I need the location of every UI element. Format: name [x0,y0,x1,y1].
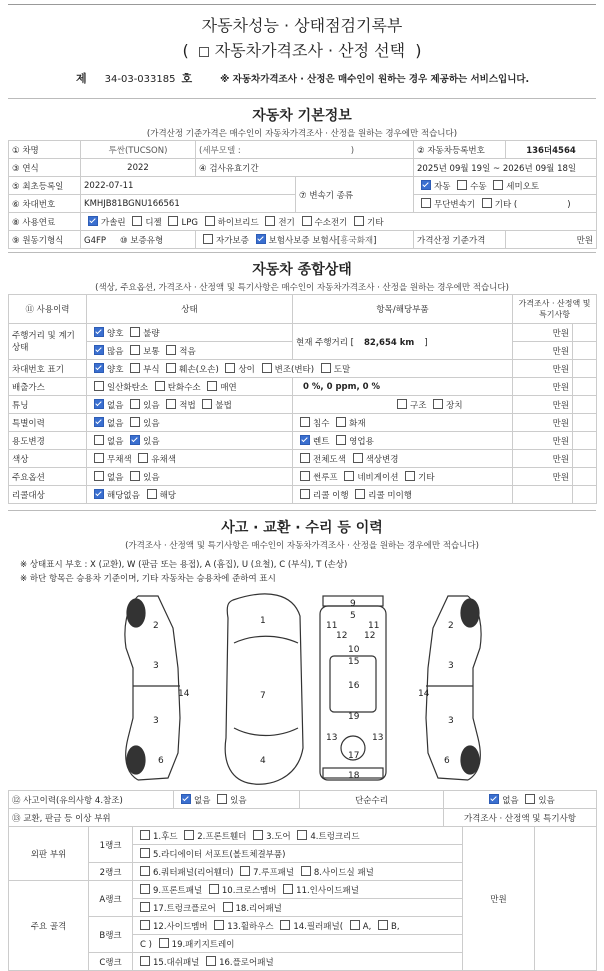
fuel-hybrid-checkbox[interactable] [205,216,215,226]
purpose-options-2: 렌트 영업용 [293,432,513,450]
option-navigation-checkbox[interactable] [344,471,354,481]
basic-info-subtitle: (가격산정 기준가격은 매수인이 자동차가격조사 · 산정을 원하는 경우에만 적습니다) [146,129,458,139]
trans-options-2: 무단변속기 기타 ( ) [414,195,597,213]
color-change-checkbox[interactable] [353,453,363,463]
document-number: 34-03-033185 [104,74,176,85]
rank2-items: 6.쿼터패널(리어휀더) 7.루프패널 8.사이드실 패널 [133,863,463,881]
car-name-label: ① 차명 [9,141,81,159]
part-front-fender-checkbox[interactable] [184,830,194,840]
trans-manual-checkbox[interactable] [457,180,467,190]
first-reg-label: ⑤ 최초등록일 [9,177,81,195]
recall-label: 리콜대상 [9,486,87,504]
svg-text:3: 3 [448,716,454,726]
svg-text:16: 16 [348,681,360,691]
left-side-body [138,596,180,780]
simple-yes-checkbox[interactable] [525,794,535,804]
recall-options-2: 리콜 이행 리콜 미이행 [293,486,513,504]
special-options: 없음 있음 [87,414,293,432]
document-number-line: 제 34-03-033185 호 ※ 자동차가격조사 · 산정은 매수인이 원하는 경우 제공하는 서비스입니다. [76,72,530,85]
legend-1: ※ 상태표시 부호 : X (교환), W (판금 또는 용접), A (흠집), U (요철), C (부식), T (손상) [20,560,348,570]
color-options: 무채색 유채색 [87,450,293,468]
svg-text:10: 10 [348,645,360,655]
rank2-label: 2랭크 [89,863,133,881]
emission-smoke-checkbox[interactable] [207,381,217,391]
recall-none-checkbox[interactable] [94,489,104,499]
purpose-business-checkbox[interactable] [336,435,346,445]
part-front-panel-checkbox[interactable] [140,884,150,894]
accident-subtitle: (가격조사 · 산정액 및 특기사항은 매수인이 자동차가격조사 · 산정을 원하는 경우에만 적습니다) [125,541,479,551]
year-label: ③ 연식 [9,159,81,177]
svg-text:18: 18 [348,771,360,781]
rankA-items: 9.프론트패널 10.크로스멤버 11.인사이드패널 [133,881,463,899]
reg-no-label: ② 자동차등록번호 [414,141,506,159]
rankB-items: 12.사이드멤버 13.휠하우스 14.필러패널( A, B, [133,917,463,935]
reg-no-value: 136더4564 [506,141,597,159]
special-yes-checkbox[interactable] [130,417,140,427]
option-none-checkbox[interactable] [94,471,104,481]
trans-semiauto-checkbox[interactable] [493,180,503,190]
svg-text:3: 3 [448,661,454,671]
fuel-other-checkbox[interactable] [354,216,364,226]
col-item: 항목/해당부품 [293,295,513,324]
base-price-unit: 만원 [506,231,597,249]
trans-auto-checkbox[interactable] [421,180,431,190]
tuning-structure-checkbox[interactable] [397,399,407,409]
plate-corrosion-checkbox[interactable] [130,363,140,373]
part-inside-panel-checkbox[interactable] [283,884,293,894]
svg-text:13: 13 [372,733,384,743]
fuel-label: ⑧ 사용연료 [9,213,81,231]
color-chromatic-checkbox[interactable] [138,453,148,463]
plate-painted-checkbox[interactable] [321,363,331,373]
svg-text:9: 9 [350,599,356,609]
svg-text:11: 11 [368,621,380,631]
svg-text:13: 13 [326,733,338,743]
simple-repair-options: 없음 있음 [444,791,597,809]
recall-done-checkbox[interactable] [300,489,310,499]
part-dash-panel-checkbox[interactable] [140,956,150,966]
history-yes-checkbox[interactable] [217,794,227,804]
svg-text:6: 6 [444,756,450,766]
engine-warranty: G4FP ⑩ 보증유형 [81,231,196,249]
inspect-value: 2025년 09월 19일 ~ 2026년 09월 18일 [414,159,597,177]
purpose-yes-checkbox[interactable] [130,435,140,445]
tuning-label: 튜닝 [9,396,87,414]
plate-label: 차대번호 표기 [9,360,87,378]
tuning-none-checkbox[interactable] [94,399,104,409]
basic-info-section [8,98,596,141]
rankC-items: 15.대쉬패널 16.플로어패널 [133,953,463,971]
car-name-value: 투싼(TUCSON) [81,141,196,159]
basic-info-title: 자동차 기본정보 [252,108,352,124]
svg-text:12: 12 [364,631,376,641]
part-cross-member-checkbox[interactable] [209,884,219,894]
car-diagram [8,588,596,788]
svg-text:3: 3 [153,661,159,671]
color-achromatic-checkbox[interactable] [94,453,104,463]
fuel-electric-checkbox[interactable] [265,216,275,226]
plate-altered-checkbox[interactable] [262,363,272,373]
simple-none-checkbox[interactable] [489,794,499,804]
option-sunroof-checkbox[interactable] [300,471,310,481]
purpose-label: 용도변경 [9,432,87,450]
part-pillar-panel-checkbox[interactable] [280,920,290,930]
inspect-label: ④ 검사유효기간 [196,159,414,177]
col-state: 상태 [87,295,293,324]
trans-label: ⑦ 변속기 종류 [296,177,414,213]
overall-subtitle: (색상, 주요옵션, 가격조사 · 산정액 및 특기사항은 매수인이 자동차가격조사 · 산정을 원하는 경우에만 적습니다) [95,283,509,293]
recall-options: 해당없음 해당 [87,486,293,504]
recall-yes-checkbox[interactable] [147,489,157,499]
mileage-state-2: 많음 보통 적음 [87,342,293,360]
color-full-paint-checkbox[interactable] [300,453,310,463]
overall-title: 자동차 종합상태 [252,262,352,278]
col-usage: ⑪ 사용이력 [9,295,87,324]
service-note: ※ 자동차가격조사 · 산정은 매수인이 원하는 경우 제공하는 서비스입니다. [220,74,530,85]
section13-label: ⑬ 교환, 판금 등 이상 부위 [9,809,444,827]
part-side-member-checkbox[interactable] [140,920,150,930]
part-radiator-support-checkbox[interactable] [140,848,150,858]
svg-text:12: 12 [336,631,348,641]
base-price-label: 가격산정 기준가격 [414,231,506,249]
trans-options-1: 자동 수동 세미오토 [414,177,597,195]
mileage-good-checkbox[interactable] [94,327,104,337]
tuning-device-checkbox[interactable] [433,399,443,409]
fuel-options: 가솔린 디젤 LPG 하이브리드 전기 수소전기 기타 [81,213,597,231]
history-none-checkbox[interactable] [181,794,191,804]
emission-co-checkbox[interactable] [94,381,104,391]
fuel-diesel-checkbox[interactable] [132,216,142,226]
mileage-bad-checkbox[interactable] [130,327,140,337]
legend-2: ※ 하단 항목은 승용차 기준이며, 기타 자동차는 승용차에 준하여 표시 [20,574,276,584]
special-options-2: 침수 화재 [293,414,513,432]
svg-text:6: 6 [158,756,164,766]
special-none-checkbox[interactable] [94,417,104,427]
part-quarter-panel-checkbox[interactable] [140,866,150,876]
rank1-items-2: 5.라디에이터 서포트(볼트체결부품) [133,845,463,863]
svg-text:14: 14 [178,689,190,699]
warranty-options: 자가보증 보험사보증 보험사[흥국화재] [196,231,414,249]
part-trunk-floor-checkbox[interactable] [140,902,150,912]
part-pillar-a-checkbox[interactable] [350,920,360,930]
emission-hc-checkbox[interactable] [155,381,165,391]
price-survey-checkbox[interactable] [199,47,209,57]
accident-section [8,510,596,555]
svg-text:4: 4 [260,756,266,766]
tuning-illegal-checkbox[interactable] [202,399,212,409]
part-roof-panel-checkbox[interactable] [240,866,250,876]
overall-section [8,252,596,295]
part-package-tray-checkbox[interactable] [159,938,169,948]
document-title: 자동차성능 · 상태점검기록부 [201,16,403,35]
plate-options: 양호 부식 훼손(오손) 상이 변조(변타) 도말 [87,360,513,378]
option-label: 주요옵션 [9,468,87,486]
plate-damage-checkbox[interactable] [166,363,176,373]
trans-other-checkbox[interactable] [482,198,492,208]
warranty-insurance-checkbox[interactable] [256,234,266,244]
option-other-checkbox[interactable] [405,471,415,481]
rank1-label: 1랭크 [89,827,133,863]
accident-title: 사고 · 교환 · 수리 등 이력 [221,520,383,536]
svg-text:3: 3 [153,716,159,726]
plate-good-checkbox[interactable] [94,363,104,373]
detail-model: (세부모델 : ) [196,141,414,159]
purpose-rent-checkbox[interactable] [300,435,310,445]
purpose-none-checkbox[interactable] [94,435,104,445]
part-door-checkbox[interactable] [253,830,263,840]
part-rear-panel-checkbox[interactable] [223,902,233,912]
part-trunk-lid-checkbox[interactable] [297,830,307,840]
history-options: 없음 있음 [174,791,300,809]
rank1-items: 1.후드 2.프론트휀더 3.도어 4.트렁크리드 [133,827,463,845]
vin-label: ⑥ 차대번호 [9,195,81,213]
rankA-label: A랭크 [89,881,133,917]
warranty-self-checkbox[interactable] [203,234,213,244]
mileage-state-1: 양호 불량 [87,324,293,342]
color-options-2: 전체도색 색상변경 [293,450,513,468]
color-label: 색상 [9,450,87,468]
svg-text:19: 19 [348,712,360,722]
part-pillar-b-checkbox[interactable] [378,920,388,930]
basic-info-table [8,140,597,249]
mileage-many-checkbox[interactable] [94,345,104,355]
document-header [8,4,596,99]
svg-text:14: 14 [418,689,430,699]
right-side-body [426,596,468,780]
fuel-hydrogen-checkbox[interactable] [302,216,312,226]
rankA-items-2: 17.트렁크플로어 18.리어패널 [133,899,463,917]
emission-label: 배출가스 [9,378,87,396]
svg-text:2: 2 [153,621,159,631]
svg-text:1: 1 [260,616,266,626]
engine-label: ⑨ 원동기형식 [9,231,81,249]
emission-options: 일산화탄소 탄화수소 매연 [87,378,293,396]
tuning-legal-checkbox[interactable] [166,399,176,409]
recall-not-done-checkbox[interactable] [355,489,365,499]
mileage-label: 주행거리 및 계기상태 [9,324,87,360]
rankC-label: C랭크 [89,953,133,971]
tuning-yes-checkbox[interactable] [130,399,140,409]
fuel-lpg-checkbox[interactable] [168,216,178,226]
purpose-options: 없음 있음 [87,432,293,450]
special-label: 특별이력 [9,414,87,432]
special-flood-checkbox[interactable] [300,417,310,427]
special-fire-checkbox[interactable] [336,417,346,427]
col-price: 가격조사 · 산정액 및 특기사항 [513,295,597,324]
part-wheel-house-checkbox[interactable] [214,920,224,930]
outer-label: 외판 부위 [9,827,89,881]
option-options: 없음 있음 [87,468,293,486]
history-label: ⑫ 사고이력(유의사항 4.참조) [9,791,174,809]
year-value: 2022 [81,159,196,177]
fuel-gasoline-checkbox[interactable] [88,216,98,226]
simple-repair-label: 단순수리 [300,791,444,809]
mileage-current: 현재 주행거리 [ 82,654 km ] [293,324,513,360]
accident-history-table [8,790,597,827]
document-subtitle: ( 자동차가격조사 · 산정 선택 ) [182,41,422,60]
rankB-label: B랭크 [89,917,133,953]
parts-price: 만원 [463,827,535,971]
svg-text:7: 7 [260,691,266,701]
vin-value: KMHJB81BGNU166561 [81,195,296,213]
option-yes-checkbox[interactable] [130,471,140,481]
part-hood-checkbox[interactable] [140,830,150,840]
tuning-options: 없음 있음 적법 불법 [87,396,293,414]
part-side-sill-checkbox[interactable] [301,866,311,876]
first-reg-value: 2022-07-11 [81,177,296,195]
mileage-value: 82,654 km [364,337,415,348]
section13-price: 가격조사 · 산정액 및 특기사항 [444,809,597,827]
tuning-options-3: 구조 장치 [293,396,513,414]
svg-text:17: 17 [348,751,360,761]
part-floor-panel-checkbox[interactable] [206,956,216,966]
parts-table [8,826,597,971]
emission-values: 0 %, 0 ppm, 0 % [293,378,513,396]
overall-table: ⑪ 사용이력 상태 항목/해당부품 가격조사 · 산정액 및 특기사항 주행거리 및 계기상태 양호 불량 현재 주행거리 [ 82,654 km ] 만원 많음 보통 적음 만원 차대번호 표기 양호 부식 훼손(오손) 상이 변조(변타) 도말 만원 배출가스 일산화탄소 탄화수소 매연 0 %, 0 ppm, 0 % 만원 튜닝 없음 있음 적법 불법 구조 장치 만원 특별이력 없음 있음 침수 화재 만원 용도변경 없음 있음 렌트 영업용 만원 색상 무채색 유채색 전체도색 색상변경 만원 주요옵션 없음 있음 썬루프 네비게이션 기타 만원 리콜대상 해당없음 해당 리콜 이행 리콜 미이행 [8,294,597,504]
main-frame-label: 주요 골격 [9,881,89,971]
svg-text:11: 11 [326,621,338,631]
plate-different-checkbox[interactable] [225,363,235,373]
option-options-2: 썬루프 네비게이션 기타 [293,468,513,486]
svg-text:15: 15 [348,657,360,667]
svg-text:2: 2 [448,621,454,631]
rankB-items-2: C ) 19.패키지트레이 [133,935,463,953]
mileage-few-checkbox[interactable] [166,345,176,355]
mileage-normal-checkbox[interactable] [130,345,140,355]
trans-cvt-checkbox[interactable] [421,198,431,208]
svg-text:5: 5 [350,611,356,621]
